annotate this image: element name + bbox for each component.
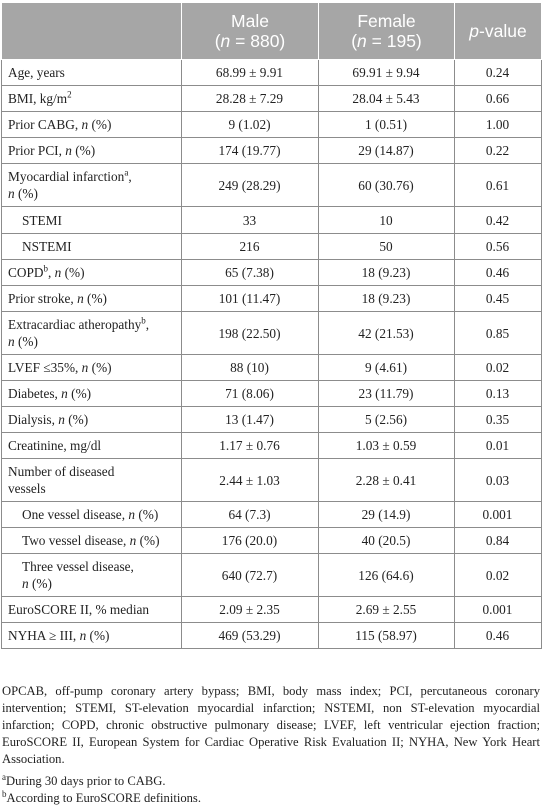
cell-female: 50 — [319, 234, 455, 260]
cell-female: 18 (9.23) — [319, 260, 455, 286]
table-row — [2, 502, 542, 528]
table-row — [2, 164, 542, 207]
cell-male: 9 (1.02) — [182, 112, 319, 138]
header-row — [2, 3, 542, 60]
cell-p: 0.02 — [455, 554, 542, 597]
cell-female: 40 (20.5) — [319, 528, 455, 554]
cell-male: 68.99 ± 9.91 — [182, 60, 319, 86]
row-label: Prior PCI, n (%) — [2, 138, 182, 164]
cell-male: 13 (1.47) — [182, 407, 319, 433]
cell-p: 0.61 — [455, 164, 542, 207]
row-label: Prior CABG, n (%) — [2, 112, 182, 138]
cell-male: 65 (7.38) — [182, 260, 319, 286]
baseline-characteristics-table — [1, 2, 542, 649]
cell-male: 249 (28.29) — [182, 164, 319, 207]
cell-female: 23 (11.79) — [319, 381, 455, 407]
table-row — [2, 312, 542, 355]
cell-female: 2.28 ± 0.41 — [319, 459, 455, 502]
cell-male: 28.28 ± 7.29 — [182, 86, 319, 112]
table-row — [2, 623, 542, 649]
row-label: LVEF ≤35%, n (%) — [2, 355, 182, 381]
row-label: Number of diseased vessels — [2, 459, 182, 502]
cell-male: 469 (53.29) — [182, 623, 319, 649]
header-p-value: p-value — [455, 3, 542, 60]
row-label: BMI, $kg/m^2$ — [2, 86, 182, 112]
row-label: COPD$^b$, n (%) — [2, 260, 182, 286]
table-row — [2, 286, 542, 312]
cell-p: 0.66 — [455, 86, 542, 112]
cell-female: 60 (30.76) — [319, 164, 455, 207]
footnote-b: $^b$According to EuroSCORE definitions. — [2, 788, 201, 805]
header-male: Male (n = 880) — [182, 3, 319, 60]
cell-male: 2.44 ± 1.03 — [182, 459, 319, 502]
table-row — [2, 528, 542, 554]
row-label: EuroSCORE II, % median — [2, 597, 182, 623]
table-row — [2, 207, 542, 234]
abbreviations-note: OPCAB, off-pump coronary artery bypass; BMI, body mass index; PCI, percutaneous coronary intervention; STEMI, ST-elevation myocardial infarction; NSTEMI, non ST-elevation myocardial infarction; COPD, chronic obstructive pulmonary disease; LVEF, left ventricular ejection fraction; EuroSCORE II, European System for Cardiac Operative Risk Evaluation II; NYHA, New York Heart Association. — [2, 684, 540, 766]
cell-p: 1.00 — [455, 112, 542, 138]
cell-p: 0.56 — [455, 234, 542, 260]
cell-male: 2.09 ± 2.35 — [182, 597, 319, 623]
cell-female: 115 (58.97) — [319, 623, 455, 649]
row-label: Dialysis, n (%) — [2, 407, 182, 433]
row-label: NSTEMI — [2, 234, 182, 260]
row-label: STEMI — [2, 207, 182, 234]
cell-female: 28.04 ± 5.43 — [319, 86, 455, 112]
cell-p: 0.24 — [455, 60, 542, 86]
cell-female: 5 (2.56) — [319, 407, 455, 433]
cell-p: 0.42 — [455, 207, 542, 234]
cell-p: 0.85 — [455, 312, 542, 355]
row-label: Diabetes, n (%) — [2, 381, 182, 407]
cell-male: 174 (19.77) — [182, 138, 319, 164]
cell-male: 1.17 ± 0.76 — [182, 433, 319, 459]
cell-p: 0.01 — [455, 433, 542, 459]
cell-female: 126 (64.6) — [319, 554, 455, 597]
table-row — [2, 234, 542, 260]
cell-female: 10 — [319, 207, 455, 234]
cell-p: 0.02 — [455, 355, 542, 381]
cell-p: 0.03 — [455, 459, 542, 502]
cell-male: 640 (72.7) — [182, 554, 319, 597]
footnote-a: $^a$During 30 days prior to CABG. — [2, 771, 166, 788]
cell-female: 29 (14.9) — [319, 502, 455, 528]
table-row — [2, 554, 542, 597]
row-label: Two vessel disease, n (%) — [2, 528, 182, 554]
cell-male: 71 (8.06) — [182, 381, 319, 407]
cell-female: 69.91 ± 9.94 — [319, 60, 455, 86]
cell-male: 64 (7.3) — [182, 502, 319, 528]
cell-male: 88 (10) — [182, 355, 319, 381]
cell-p: 0.22 — [455, 138, 542, 164]
table-row — [2, 381, 542, 407]
cell-p: 0.45 — [455, 286, 542, 312]
row-label: Age, years — [2, 60, 182, 86]
cell-female: 9 (4.61) — [319, 355, 455, 381]
row-label: Extracardiac atheropathy$^b$, n (%) — [2, 312, 182, 355]
cell-female: 1.03 ± 0.59 — [319, 433, 455, 459]
row-label: Creatinine, mg/dl — [2, 433, 182, 459]
row-label: One vessel disease, n (%) — [2, 502, 182, 528]
cell-female: 29 (14.87) — [319, 138, 455, 164]
table-row — [2, 138, 542, 164]
table-row — [2, 60, 542, 86]
row-label: Prior stroke, n (%) — [2, 286, 182, 312]
table-row — [2, 112, 542, 138]
cell-male: 101 (11.47) — [182, 286, 319, 312]
table-row — [2, 459, 542, 502]
table-row — [2, 407, 542, 433]
cell-male: 198 (22.50) — [182, 312, 319, 355]
cell-male: 33 — [182, 207, 319, 234]
table-row — [2, 86, 542, 112]
table-row — [2, 260, 542, 286]
row-label: Three vessel disease, n (%) — [2, 554, 182, 597]
row-label: NYHA ≥ III, n (%) — [2, 623, 182, 649]
header-characteristic — [2, 3, 182, 60]
cell-female: 42 (21.53) — [319, 312, 455, 355]
cell-p: 0.46 — [455, 260, 542, 286]
cell-p: 0.001 — [455, 597, 542, 623]
table-footnotes — [2, 683, 540, 807]
cell-p: 0.35 — [455, 407, 542, 433]
cell-male: 176 (20.0) — [182, 528, 319, 554]
cell-p: 0.001 — [455, 502, 542, 528]
header-female: Female (n = 195) — [319, 3, 455, 60]
cell-p: 0.84 — [455, 528, 542, 554]
row-label: Myocardial infarction$^a$, n (%) — [2, 164, 182, 207]
cell-female: 2.69 ± 2.55 — [319, 597, 455, 623]
cell-female: 1 (0.51) — [319, 112, 455, 138]
cell-p: 0.46 — [455, 623, 542, 649]
table-row — [2, 597, 542, 623]
table-row — [2, 355, 542, 381]
cell-p: 0.13 — [455, 381, 542, 407]
cell-male: 216 — [182, 234, 319, 260]
table-row — [2, 433, 542, 459]
cell-female: 18 (9.23) — [319, 286, 455, 312]
